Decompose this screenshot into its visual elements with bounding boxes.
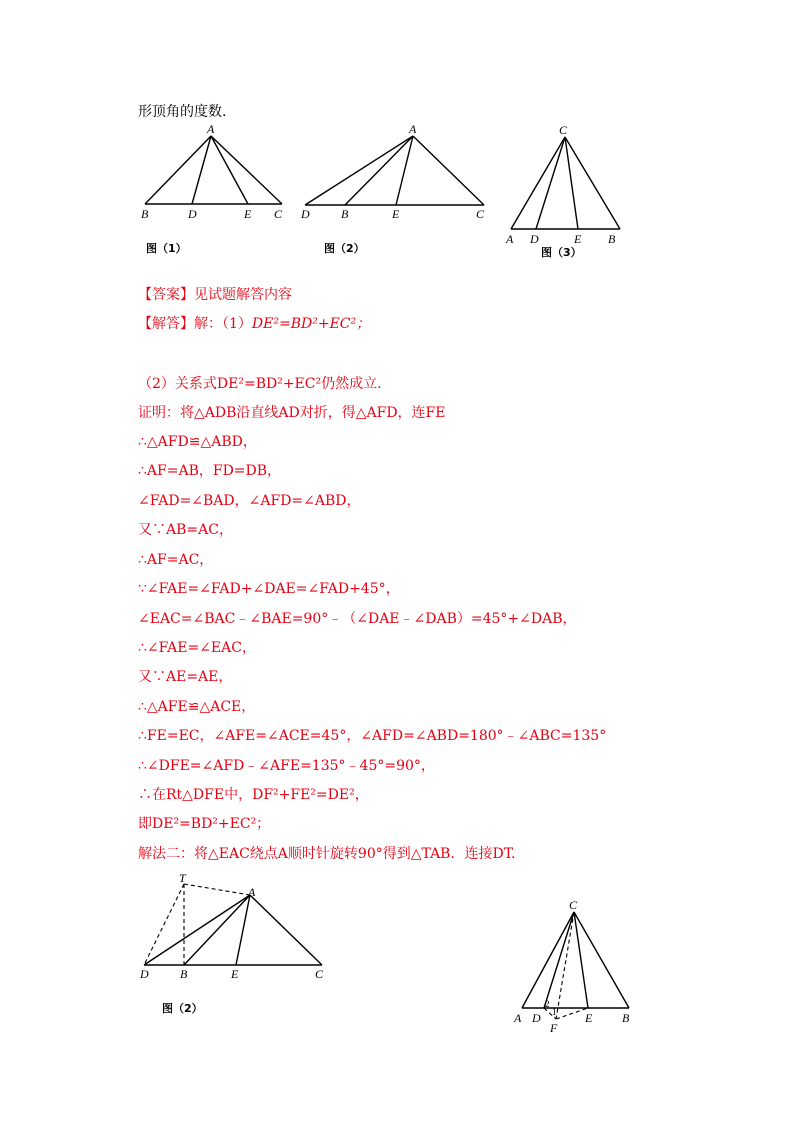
proof-line: ∴FE=EC，∠AFE=∠ACE=45°，∠AFD=∠ABD=180°﹣∠ABC=135°	[138, 728, 607, 744]
label-C: C	[569, 898, 578, 912]
caption-fig2: 图（2）	[324, 242, 365, 255]
proof-line: 证明：将△ADB沿直线AD对折，得△AFD，连FE	[138, 405, 446, 421]
proof-line: ∴△AFE≌△ACE，	[138, 699, 256, 715]
label-B: B	[608, 232, 616, 246]
proof-line: 又∵AB=AC，	[138, 522, 233, 538]
label-E: E	[574, 232, 582, 246]
proof-line: （2）关系式DE²=BD²+EC²仍然成立.	[138, 376, 382, 392]
label-B: B	[622, 1011, 630, 1025]
proof-line: 解法二：将△EAC绕点A顺时针旋转90°得到△TAB．连接DT.	[138, 846, 516, 862]
label-C: C	[559, 123, 568, 137]
figure-1	[140, 122, 290, 257]
caption-fig3: 图（3）	[541, 246, 582, 259]
label-C: C	[315, 967, 324, 981]
label-E: E	[244, 207, 252, 221]
label-D: D	[140, 967, 149, 981]
label-E: E	[585, 1011, 593, 1025]
proof-line: ∠EAC=∠BAC﹣∠BAE=90°﹣（∠DAE﹣∠DAB）=45°+∠DAB，	[138, 611, 577, 627]
label-E: E	[231, 967, 239, 981]
label-D: D	[532, 1011, 541, 1025]
proof-line: ∴∠DFE=∠AFD﹣∠AFE=135°﹣45°=90°，	[138, 758, 435, 774]
solution-prefix: 【解答】解：（1）	[138, 316, 252, 332]
figure-bottom-left	[138, 870, 338, 1020]
caption-bottom: 图（2）	[162, 1002, 203, 1015]
label-A: A	[506, 232, 514, 246]
proof-line: ∵∠FAE=∠FAD+∠DAE=∠FAD+45°，	[138, 581, 400, 597]
proof-line: ∴△AFD≌△ABD，	[138, 434, 257, 450]
label-A: A	[409, 122, 417, 136]
label-B: B	[341, 207, 349, 221]
intro-text: 形顶角的度数.	[138, 104, 227, 120]
label-A: A	[248, 885, 256, 899]
caption-fig1: 图（1）	[146, 242, 187, 255]
label-A: A	[207, 122, 215, 136]
proof-line: ∴在Rt△DFE中，DF²+FE²=DE²，	[138, 787, 369, 803]
label-C: C	[476, 207, 485, 221]
figure-3	[505, 122, 630, 262]
proof-line: 即DE²=BD²+EC²；	[138, 816, 271, 832]
label-D: D	[301, 207, 310, 221]
proof-line: 又∵AE=AE，	[138, 669, 233, 685]
label-B: B	[141, 207, 149, 221]
equation-1: DE²=BD²+EC²；	[251, 316, 371, 332]
label-F: F	[550, 1021, 558, 1035]
label-D: D	[530, 232, 539, 246]
proof-line: ∴∠FAE=∠EAC，	[138, 640, 256, 656]
proof-line: ∠FAD=∠BAD，∠AFD=∠ABD，	[138, 493, 361, 509]
solution-line-1	[138, 315, 370, 333]
label-D: D	[188, 207, 197, 221]
answer-line: 【答案】见试题解答内容	[138, 287, 292, 303]
figure-2	[300, 122, 495, 257]
proof-line: ∴AF=AB，FD=DB，	[138, 463, 282, 479]
figure-bottom-right	[512, 895, 642, 1035]
label-B: B	[180, 967, 188, 981]
label-E: E	[392, 207, 400, 221]
label-T: T	[179, 871, 186, 885]
label-angle-2: 2	[545, 999, 550, 1009]
proof-line: ∴AF=AC，	[138, 552, 214, 568]
label-A: A	[514, 1011, 522, 1025]
label-C: C	[274, 207, 283, 221]
label-angle-1: 1	[552, 1007, 557, 1017]
